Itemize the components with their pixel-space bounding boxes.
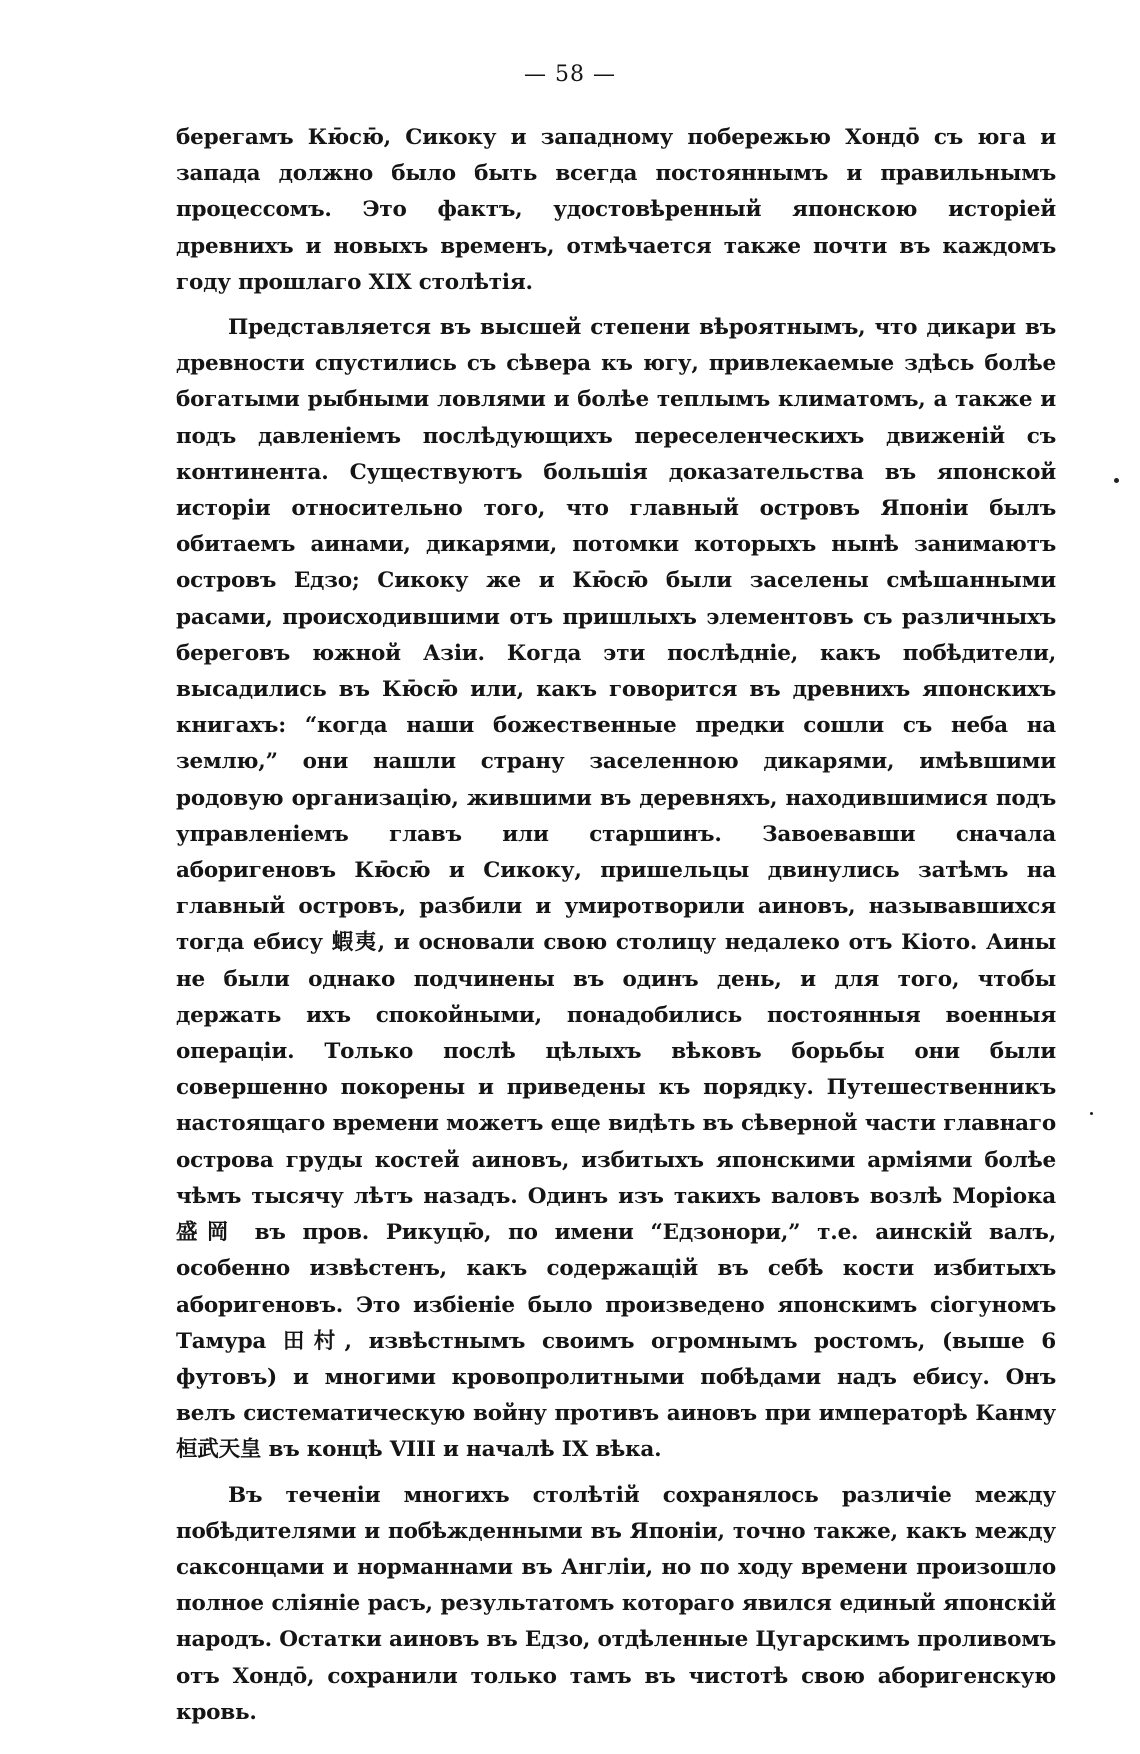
body-text <box>176 120 1056 1731</box>
paragraph-continuation: берегамъ Кю̄сю̄, Сикоку и западному побережью Хондо̄ съ юга и запада должно было быть всегда постояннымъ и правильнымъ процессомъ. Это фактъ, удостовѣренный японскою исторіей древнихъ и новыхъ временъ, отмѣчается также почти въ каждомъ году прошлаго XIX столѣтія. <box>176 125 1056 295</box>
scan-speck <box>1114 478 1119 483</box>
paragraph-race-merging: Въ теченіи многихъ столѣтій сохранялось различіе между побѣдителями и побѣжденными въ Японіи, точно также, какъ между саксонцами и норманнами въ Англіи, но по ходу времени произошло полное сліяніе расъ, результатомъ котораго явился единый японскій народъ. Остатки аиновъ въ Едзо, отдѣленные Цугарскимъ проливомъ отъ Хондо̄, сохранили только тамъ въ чистотѣ свою аборигенскую кровь. <box>176 1482 1056 1725</box>
scan-speck <box>1090 1112 1093 1115</box>
page-number: — 58 — <box>524 62 616 87</box>
paragraph-ainu-history: Представляется въ высшей степени вѣроятнымъ, что дикари въ древности спустились съ сѣвера къ югу, привлекаемые здѣсь болѣе богатыми рыбными ловлями и болѣе теплымъ климатомъ, а также и подъ давленіемъ послѣдующихъ переселенческихъ движеній съ континента. Существуютъ большія доказательства въ японской исторіи относительно того, что главный островъ Японіи былъ обитаемъ аинами, дикарями, потомки которыхъ нынѣ занимаютъ островъ Едзо; Сикоку же и Кю̄сю̄ были заселены смѣшанными расами, происходившими отъ пришлыхъ элементовъ съ различныхъ береговъ южной Азіи. Когда эти послѣдніе, какъ побѣдители, высадились въ Кю̄сю̄ или, какъ говорится въ древнихъ японскихъ книгахъ: “когда наши божественные предки сошли съ неба на землю,” они нашли страну заселенною дикарями, имѣвшими родовую организацію, жившими въ деревняхъ, находившимися подъ управленіемъ главъ или старшинъ. Завоевавши сначала аборигеновъ Кю̄сю̄ и Сикоку, пришельцы двинулись затѣмъ на главный островъ, разбили и умиротворили аиновъ, называвшихся тогда ебису 蝦夷, и основали свою столицу недалеко отъ Кіото. Аины не были однако подчинены въ одинъ день, и для того, чтобы держать ихъ спокойными, понадобились постоянныя военныя операціи. Только послѣ цѣлыхъ вѣковъ борьбы они были совершенно покорены и приведены къ порядку. Путешественникъ настоящаго времени можетъ еще видѣть въ сѣверной части главнаго острова груды костей аиновъ, избитыхъ японскими арміями болѣе чѣмъ тысячу лѣтъ назадъ. Одинъ изъ такихъ валовъ возлѣ Моріока 盛岡 въ пров. Рикуцю̄, по имени “Едзонори,” т.е. аинскій валъ, особенно извѣстенъ, какъ содержащій въ себѣ кости избитыхъ аборигеновъ. Это избіеніе было произведено японскимъ сіогуномъ Тамура 田村, извѣстнымъ своимъ огромнымъ ростомъ, (выше 6 футовъ) и многими кровопролитными побѣдами надъ ебису. Онъ велъ систематическую войну противъ аиновъ при императорѣ Канму 桓武天皇 въ концѣ VIII и началѣ IX вѣка. <box>176 315 1056 1463</box>
